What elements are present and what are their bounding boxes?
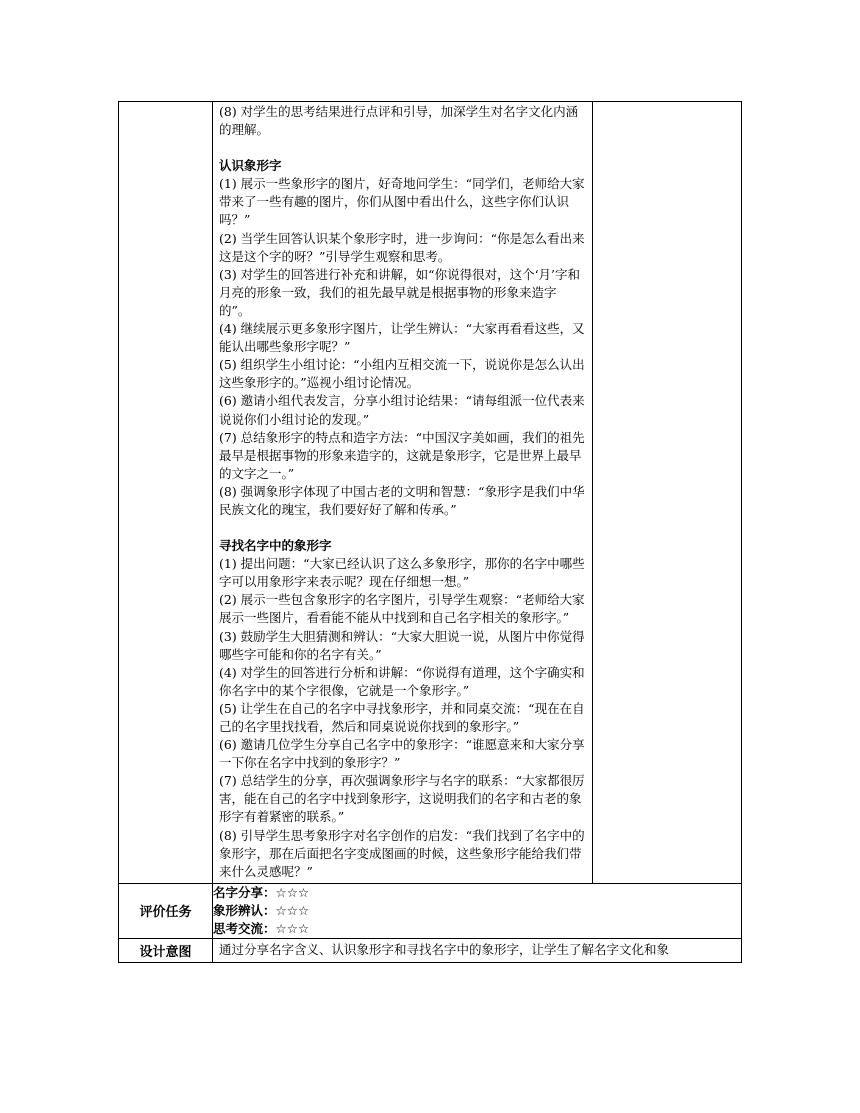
evaluation-item-name: 名字分享： bbox=[213, 884, 276, 900]
step-item: (6) 邀请几位学生分享自己名字中的象形字：“谁愿意来和大家分享一下你在名字中找到的象形字？” bbox=[219, 737, 585, 771]
step-item: (5) 组织学生小组讨论：“小组内互相交流一下，说说你是怎么认出这些象形字的。”巡视小组讨论情况。 bbox=[219, 357, 585, 391]
process-content bbox=[213, 102, 592, 883]
section-title: 寻找名字中的象形字 bbox=[219, 538, 332, 554]
design-text: 通过分享名字含义、认识象形字和寻找名字中的象形字，让学生了解名字文化和象 bbox=[219, 941, 670, 957]
step-item: (1) 展示一些象形字的图片，好奇地问学生：“同学们，老师给大家带来了一些有趣的图片，你们从图中看出什么，这些字你们认识吗？” bbox=[219, 176, 585, 228]
step-item: (3) 鼓励学生大胆猜测和辨认：“大家大胆说一说，从图片中你觉得哪些字可能和你的名字有关。” bbox=[219, 628, 585, 662]
evaluation-item-name: 思考交流： bbox=[213, 920, 276, 936]
step-item: (3) 对学生的回答进行补充和讲解，如“你说得很对，这个‘月’字和月亮的形象一致，我们的祖先最早就是根据事物的形象来造字的”。 bbox=[219, 266, 581, 318]
evaluation-label: 评价任务 bbox=[119, 883, 213, 938]
evaluation-item-name: 象形辨认： bbox=[213, 902, 276, 918]
evaluation-item bbox=[213, 920, 741, 938]
step-item: (5) 让学生在自己的名字中寻找象形字，并和同桌交流：“现在在自己的名字里找找看，然后和同桌说说你找到的象形字。” bbox=[219, 700, 585, 734]
step-item: (2) 展示一些包含象形字的名字图片，引导学生观察：“老师给大家展示一些图片，看看能不能从中找到和自己名字相关的象形字。” bbox=[219, 592, 585, 626]
design-label: 设计意图 bbox=[119, 938, 213, 962]
evaluation-row bbox=[119, 883, 742, 938]
step-item: (6) 邀请小组代表发言，分享小组讨论结果：“请每组派一位代表来说说你们小组讨论的发现。” bbox=[219, 393, 585, 427]
step-item: (2) 当学生回答认识某个象形字时，进一步询问：“你是怎么看出来这是这个字的呀？”引导学生观察和思考。 bbox=[219, 230, 585, 264]
process-content-cell bbox=[213, 102, 593, 884]
step-item: (4) 对学生的回答进行分析和讲解：“你说得有道理，这个字确实和你名字中的某个字很像，它就是一个象形字。” bbox=[219, 664, 585, 698]
step-item: (4) 继续展示更多象形字图片，让学生辨认：“大家再看看这些，又能认出哪些象形字呢？” bbox=[219, 321, 585, 355]
section-title: 认识象形字 bbox=[219, 158, 282, 174]
step-item: (7) 总结象形字的特点和造字方法：“中国汉字美如画，我们的祖先最早是根据事物的形象来造字的，这就是象形字，它是世界上最早的文字之一。” bbox=[219, 429, 585, 481]
spacer bbox=[219, 519, 586, 537]
step-item: (7) 总结学生的分享，再次强调象形字与名字的联系：“大家都很厉害，能在自己的名字中找到象形字，这说明我们的名字和古老的象形字有着紧密的联系。” bbox=[219, 773, 585, 825]
process-row bbox=[119, 102, 742, 884]
spacer bbox=[219, 139, 586, 157]
lesson-plan-table bbox=[118, 101, 742, 963]
star-rating: ☆☆☆ bbox=[275, 884, 310, 900]
evaluation-item bbox=[213, 884, 741, 902]
process-notes-cell bbox=[593, 102, 742, 884]
design-row bbox=[119, 938, 742, 962]
evaluation-item bbox=[213, 902, 741, 920]
star-rating: ☆☆☆ bbox=[275, 902, 310, 918]
step-item: (8) 引导学生思考象形字对名字创作的启发：“我们找到了名字中的象形字，那在后面把名字变成图画的时候，这些象形字能给我们带来什么灵感呢？” bbox=[219, 827, 585, 879]
step-item: (1) 提出问题：“大家已经认识了这么多象形字，那你的名字中哪些字可以用象形字来表示呢？现在仔细想一想。” bbox=[219, 556, 585, 590]
step-item: (8) 强调象形字体现了中国古老的文明和智慧：“象形字是我们中华民族文化的瑰宝，我们要好好了解和传承。” bbox=[219, 483, 585, 517]
process-label-cell bbox=[119, 102, 213, 884]
evaluation-content bbox=[213, 883, 742, 938]
star-rating: ☆☆☆ bbox=[275, 920, 310, 936]
intro-step: (8) 对学生的思考结果进行点评和引导，加深学生对名字文化内涵的理解。 bbox=[219, 104, 579, 138]
design-content-cell bbox=[213, 938, 742, 962]
